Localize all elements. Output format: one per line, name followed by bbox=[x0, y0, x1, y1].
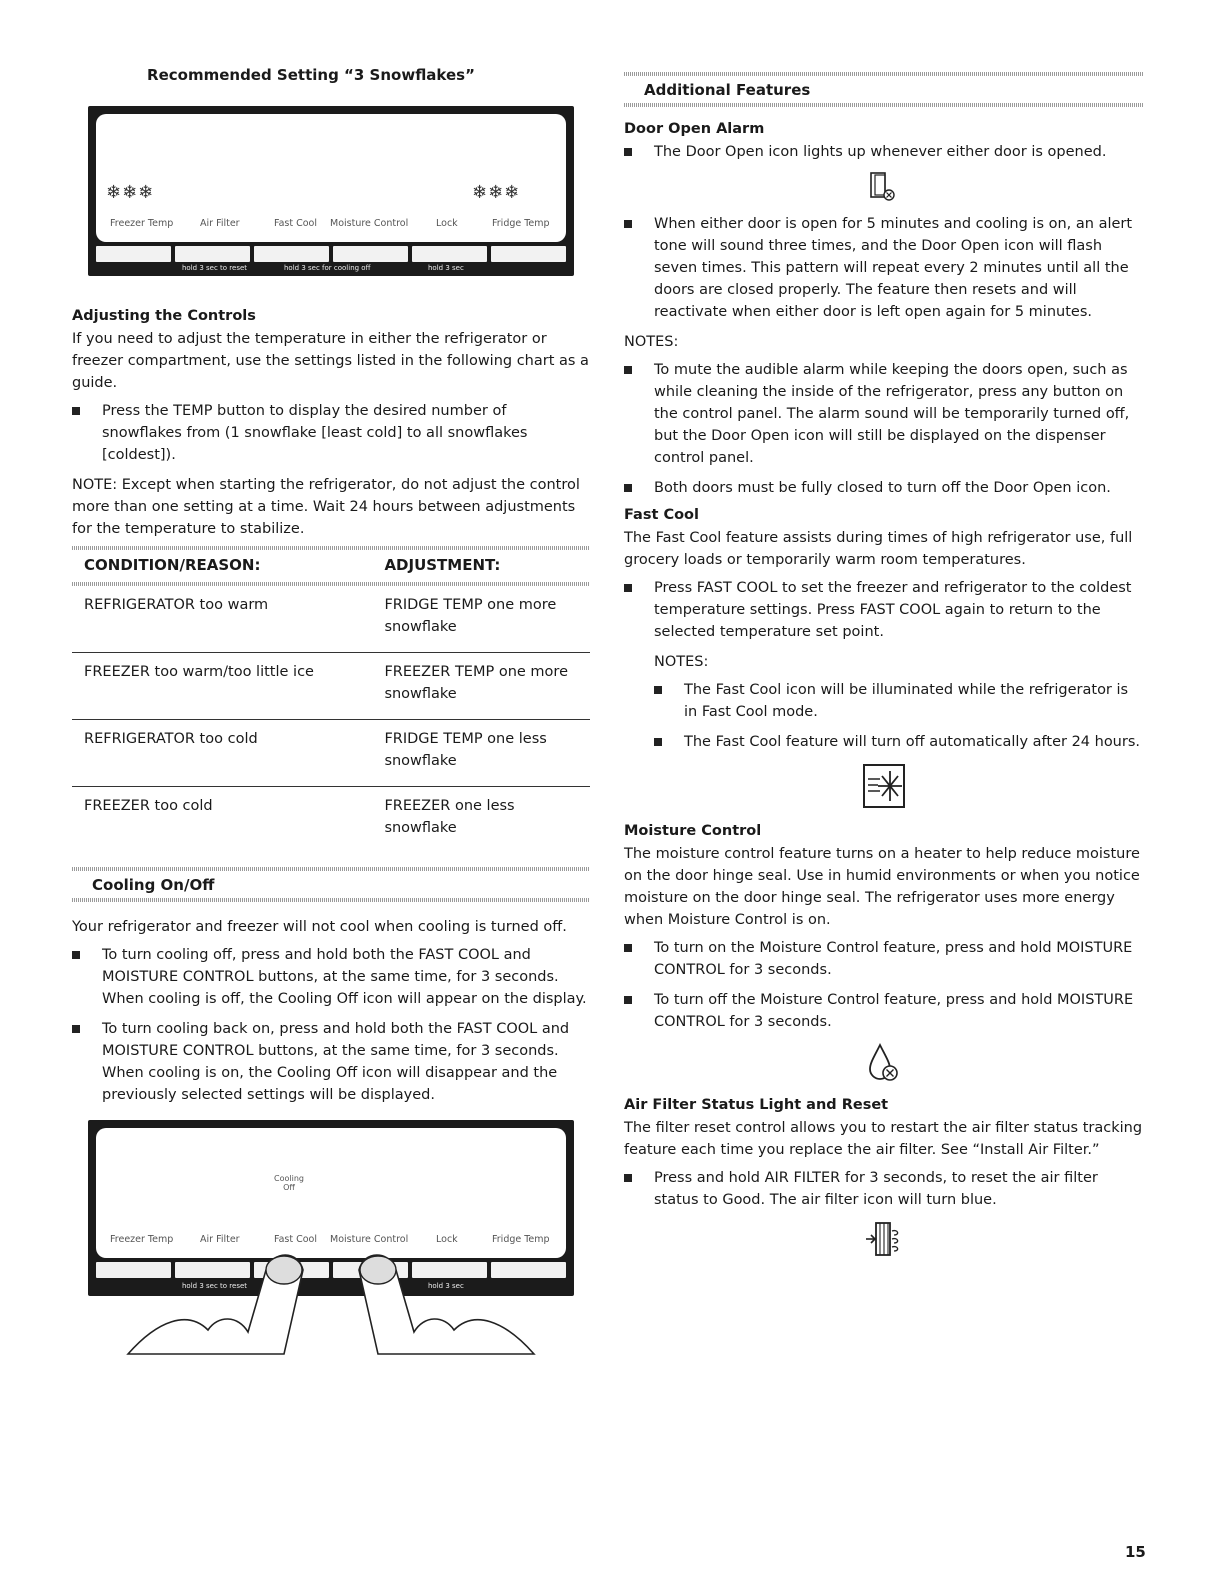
divider bbox=[72, 898, 590, 902]
label-fridge-temp: Fridge Temp bbox=[492, 218, 550, 229]
table-row bbox=[72, 720, 590, 787]
lock-button[interactable] bbox=[412, 246, 487, 262]
cooling-intro: Your refrigerator and freezer will not cool when cooling is turned off. bbox=[72, 919, 567, 935]
air-filter-intro: The filter reset control allows you to restart the air filter status tracking feature each time you replace the air filter. See “Install Air Filter.” bbox=[624, 1120, 1143, 1158]
button-row bbox=[96, 246, 566, 262]
door-alarm-bullet: When either door is open for 5 minutes and cooling is on, an alert tone will sound three times, and the Door Open icon will flash seven times. This pattern will repeat every 2 minutes until all the doors are closed properly. The feature then resets and will reactivate when either door is left open again for 5 minutes. bbox=[624, 213, 1144, 323]
fast-cool-bullet: Press FAST COOL to set the freezer and refrigerator to the coldest temperature settings. Press FAST COOL again to return to the selected temperature set point. bbox=[624, 577, 1144, 643]
cooling-bullet: To turn cooling back on, press and hold both the FAST COOL and MOISTURE CONTROL buttons, at the same time, for 3 seconds. When cooling is on, the Cooling Off icon will disappear and the previously selected settings will be displayed. bbox=[72, 1018, 590, 1106]
moisture-bullet: To turn on the Moisture Control feature, press and hold MOISTURE CONTROL for 3 seconds. bbox=[624, 937, 1144, 981]
door-alarm-heading: Door Open Alarm bbox=[624, 121, 765, 137]
fridge-temp-button[interactable] bbox=[491, 246, 566, 262]
air-filter-button[interactable] bbox=[175, 246, 250, 262]
cooling-off-line2: Off bbox=[283, 1183, 295, 1192]
fast-cool-icon bbox=[624, 761, 1144, 815]
fast-cool-intro: The Fast Cool feature assists during times of high refrigerator use, full grocery loads or temporarily warm room temperatures. bbox=[624, 530, 1133, 568]
table-row bbox=[72, 787, 590, 854]
adjusting-note: NOTE: Except when starting the refrigerator, do not adjust the control more than one setting at a time. Wait 24 hours between adjustments for the temperature to stabilize. bbox=[72, 477, 580, 537]
hint-cooling-off: hold 3 sec for cooling off bbox=[284, 264, 371, 272]
label-freezer-temp: Freezer Temp bbox=[110, 1234, 174, 1245]
moisture-intro: The moisture control feature turns on a heater to help reduce moisture on the door hinge seal. Use in humid environments or when you notice moisture on the door hinge seal. The refrigerator uses more energy when Moisture Control is on. bbox=[624, 846, 1140, 928]
condition-cell: FREEZER too warm/too little ice bbox=[72, 653, 372, 720]
cooling-bullet: To turn cooling off, press and hold both the FAST COOL and MOISTURE CONTROL buttons, at the same time, for 3 seconds. When cooling is off, the Cooling Off icon will appear on the display. bbox=[72, 944, 590, 1010]
fast-cool-note: The Fast Cool icon will be illuminated while the refrigerator is in Fast Cool mode. bbox=[654, 679, 1144, 723]
table-row bbox=[72, 653, 590, 720]
condition-cell: FREEZER too cold bbox=[84, 798, 213, 814]
left-column bbox=[72, 62, 590, 1360]
additional-heading: Additional Features bbox=[644, 81, 811, 99]
label-lock: Lock bbox=[436, 218, 458, 229]
fast-cool-button[interactable] bbox=[254, 246, 329, 262]
door-open-icon bbox=[624, 171, 1144, 207]
cooling-off-line1: Cooling bbox=[274, 1174, 304, 1183]
door-alarm-notes-label: NOTES: bbox=[624, 334, 679, 350]
hint-reset: hold 3 sec to reset bbox=[182, 1282, 248, 1290]
additional-section-bar bbox=[624, 76, 1144, 103]
right-column bbox=[624, 62, 1144, 1269]
freezer-temp-button[interactable] bbox=[96, 246, 171, 262]
adjusting-intro: If you need to adjust the temperature in either the refrigerator or freezer compartment, use the settings listed in the following chart as a guide. bbox=[72, 331, 589, 391]
label-air-filter: Air Filter bbox=[200, 218, 240, 229]
hint-lock: hold 3 sec bbox=[428, 1282, 464, 1290]
door-alarm-bullet: The Door Open icon lights up whenever either door is opened. bbox=[624, 141, 1144, 163]
label-fast-cool: Fast Cool bbox=[274, 218, 318, 229]
adjusting-heading: Adjusting the Controls bbox=[72, 308, 256, 324]
adjustment-cell: FRIDGE TEMP one more snowflake bbox=[372, 586, 590, 653]
label-moisture-control: Moisture Control bbox=[330, 1234, 409, 1245]
divider bbox=[624, 103, 1144, 107]
adjustment-table bbox=[72, 550, 590, 853]
fast-cool-note: The Fast Cool feature will turn off automatically after 24 hours. bbox=[654, 731, 1144, 753]
label-moisture-control: Moisture Control bbox=[330, 218, 409, 229]
air-filter-icon bbox=[624, 1219, 1144, 1263]
label-lock: Lock bbox=[436, 1234, 458, 1245]
fast-cool-notes-label: NOTES: bbox=[654, 654, 709, 670]
moisture-control-icon bbox=[624, 1041, 1144, 1089]
col-adjustment-header: ADJUSTMENT: bbox=[384, 556, 501, 574]
freezer-snowflakes-icon: ❄❄❄ bbox=[106, 182, 155, 203]
moisture-bullet: To turn off the Moisture Control feature, press and hold MOISTURE CONTROL for 3 seconds. bbox=[624, 989, 1144, 1033]
cooling-heading: Cooling On/Off bbox=[92, 876, 215, 894]
condition-cell: REFRIGERATOR too warm bbox=[72, 586, 372, 653]
moisture-control-button[interactable] bbox=[333, 246, 408, 262]
cooling-section-bar bbox=[72, 871, 590, 898]
adjustment-cell: FREEZER TEMP one more snowflake bbox=[372, 653, 590, 720]
fast-cool-heading: Fast Cool bbox=[624, 507, 699, 523]
label-freezer-temp: Freezer Temp bbox=[110, 218, 174, 229]
air-filter-bullet: Press and hold AIR FILTER for 3 seconds, to reset the air filter status to Good. The air filter icon will turn blue. bbox=[624, 1167, 1144, 1211]
label-fast-cool: Fast Cool bbox=[274, 1234, 318, 1245]
hint-lock: hold 3 sec bbox=[428, 264, 464, 272]
figure-caption: Recommended Setting “3 Snowflakes” bbox=[147, 66, 475, 84]
hint-reset: hold 3 sec to reset bbox=[182, 264, 248, 272]
adjusting-bullet: Press the TEMP button to display the desired number of snowflakes from (1 snowflake [least cold] to all snowflakes [coldest]). bbox=[72, 400, 590, 466]
control-panel-figure bbox=[88, 106, 574, 276]
adjustment-cell: FRIDGE TEMP one less snowflake bbox=[372, 720, 590, 787]
label-air-filter: Air Filter bbox=[200, 1234, 240, 1245]
label-fridge-temp: Fridge Temp bbox=[492, 1234, 550, 1245]
moisture-heading: Moisture Control bbox=[624, 823, 762, 839]
door-alarm-note: Both doors must be fully closed to turn off the Door Open icon. bbox=[624, 477, 1144, 499]
air-filter-heading: Air Filter Status Light and Reset bbox=[624, 1097, 889, 1113]
door-alarm-note: To mute the audible alarm while keeping the doors open, such as while cleaning the inside of the refrigerator, press any button on the control panel. The alarm sound will be temporarily turned off, but the Door Open icon will still be displayed on the dispenser control panel. bbox=[624, 359, 1144, 469]
col-condition-header: CONDITION/REASON: bbox=[84, 556, 261, 574]
condition-cell: REFRIGERATOR too cold bbox=[72, 720, 372, 787]
table-row bbox=[72, 586, 590, 653]
adjustment-cell: FREEZER one less snowflake bbox=[384, 798, 515, 836]
page-number: 15 bbox=[1125, 1543, 1146, 1561]
display-screen bbox=[96, 114, 566, 242]
cooling-off-figure bbox=[88, 1120, 574, 1360]
pressing-hands-illustration bbox=[88, 1120, 574, 1360]
fridge-snowflakes-icon: ❄❄❄ bbox=[472, 182, 521, 203]
